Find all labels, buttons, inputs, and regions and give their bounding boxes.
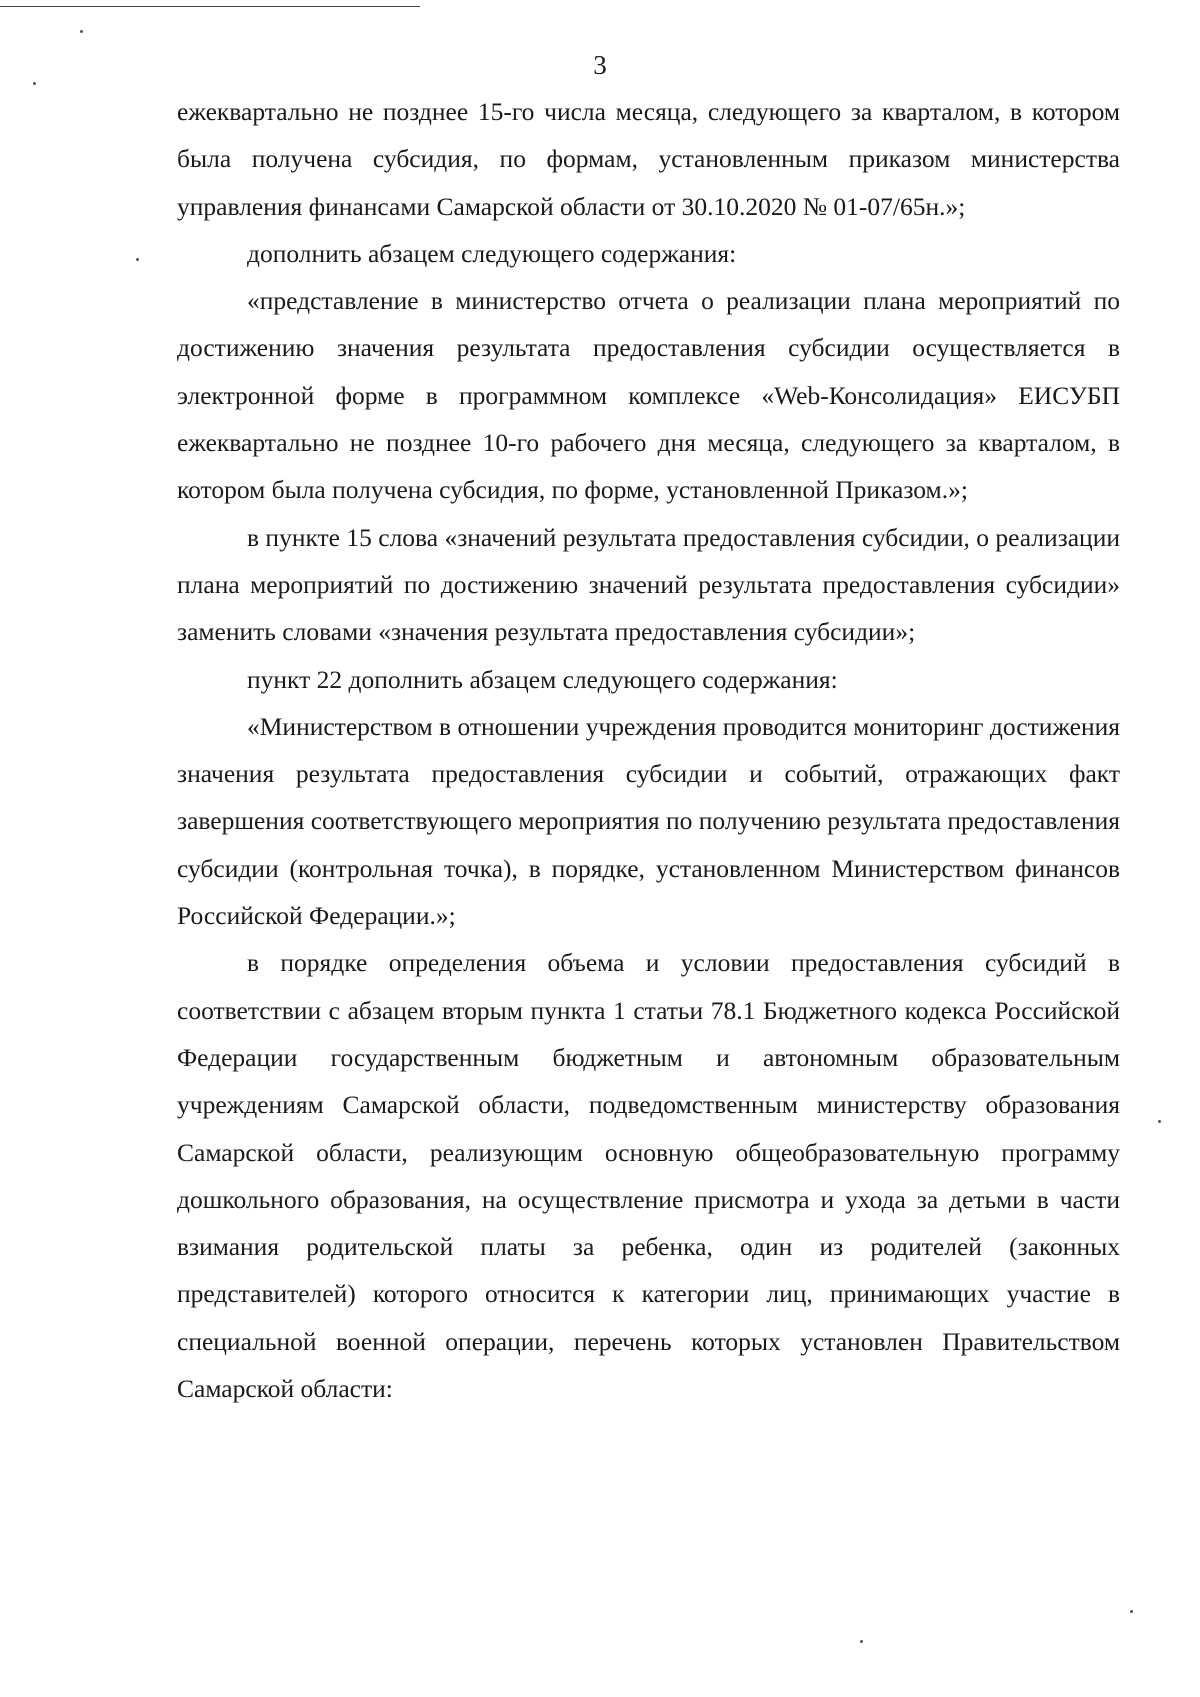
scan-speck — [860, 1640, 863, 1643]
paragraph-subsidy-procedure: в порядке определения объема и условии предоставления субсидий в соответствии с абзацем вторым пункта 1 статьи 78.1 Бюджетного кодекса Российской Федерации государственным бюджетным и автономным образовательным учреждениям Самарской области, подведомственным министерству образования Самарской области, реализующим основную общеобразовательную программу дошкольного образования, на осуществление присмотра и ухода за детьми в части взимания родительской платы за ребенка, один из родителей (законных представителей) которого относится к категории лиц, принимающих участие в специальной военной операции, перечень которых установлен Правительством Самарской области: — [177, 948, 1120, 1404]
document-body — [177, 88, 1120, 1412]
scan-speck — [33, 82, 36, 85]
paragraph-item-22-intro: пункт 22 дополнить абзацем следующего содержания: — [247, 664, 838, 694]
scan-speck — [136, 258, 139, 261]
paragraph-item-15: в пункте 15 слова «значений результата предоставления субсидии, о реализации плана мероприятий по достижению значений результата предоставления субсидии» заменить словами «значения результата предоставления субсидии»; — [177, 522, 1120, 647]
scan-speck — [1158, 1120, 1161, 1123]
paragraph-continuation: ежеквартально не позднее 15-го числа месяца, следующего за кварталом, в котором была получена субсидия, по формам, установленным приказом министерства управления финансами Самарской области от 30.10.2020 № 01-07/65н.»; — [177, 97, 1120, 221]
paragraph-report-submission: «представление в министерство отчета о реализации плана мероприятий по достижению значения результата предоставления субсидии осуществляется в электронной форме в программном комплексе «Web-Консолидация» ЕИСУБП ежеквартально не позднее 10-го рабочего дня месяца, следующего за кварталом, в котором была получена субсидия, по форме, установленной Приказом.»; — [177, 286, 1120, 505]
page-number: 3 — [593, 50, 607, 80]
scan-speck — [1130, 1610, 1133, 1613]
scan-edge-line — [0, 6, 420, 7]
paragraph-amendment-intro: дополнить абзацем следующего содержания: — [247, 238, 737, 268]
scan-speck — [80, 30, 83, 33]
paragraph-monitoring: «Министерством в отношении учреждения проводится мониторинг достижения значения результата предоставления субсидии и событий, отражающих факт завершения соответствующего мероприятия по получению результата предоставления субсидии (контрольная точка), в порядке, установленном Министерством финансов Российской Федерации.»; — [177, 711, 1120, 931]
